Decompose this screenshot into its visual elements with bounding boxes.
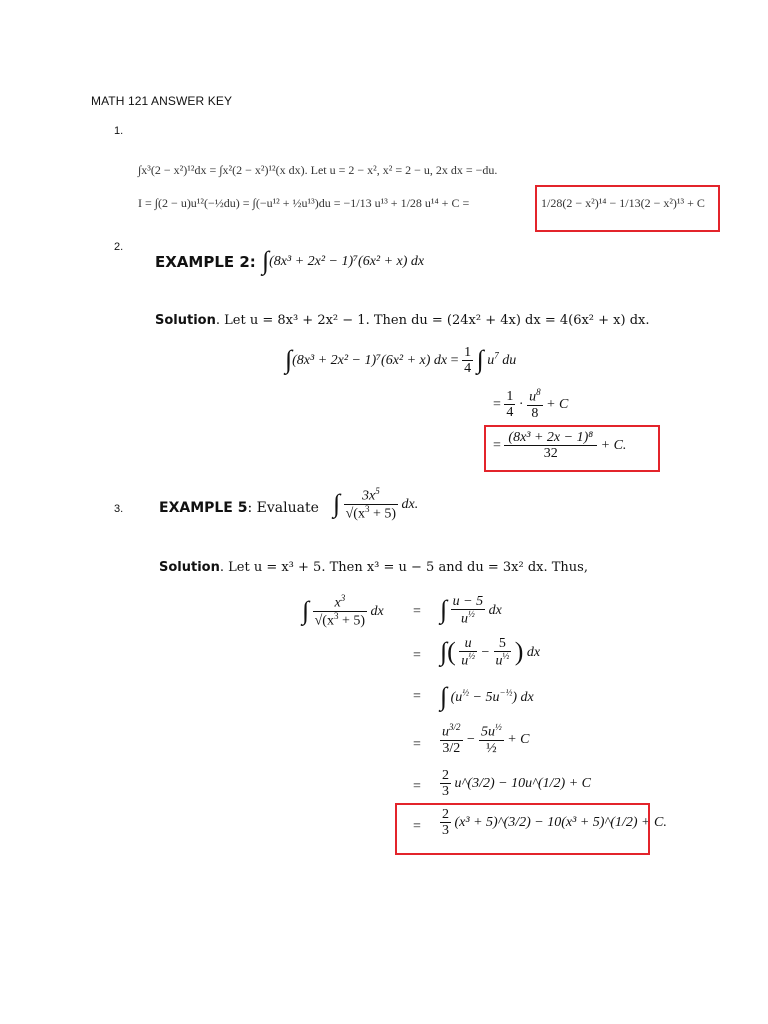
equals-sign: = <box>413 648 421 663</box>
problem-number-3: 3. <box>114 503 124 515</box>
solution-3-text <box>159 559 588 575</box>
solution-2-step2: = $\frac{1}{4}$ · $\frac{u^8}{8}$ + C <box>493 387 569 422</box>
equals-sign: = <box>413 779 421 794</box>
equals-sign: = <box>413 819 421 834</box>
solution-2-step1: ∫(8x³ + 2x² − 1)⁷(6x² + x) dx = $\frac{1}{4}$ ∫ $u^7$ du <box>285 345 517 377</box>
example-label: EXAMPLE 5 <box>159 500 248 516</box>
solution-3-step2: ∫( $\frac{u}{u^{\frac{1}{2}}}$ − $\frac{5}{u^{\frac{1}{2}}}$ ) dx <box>440 636 541 670</box>
solution-2-text <box>155 312 650 328</box>
problem1-line1: ∫x³(2 − x²)¹²dx = ∫x²(2 − x²)¹²(x dx). Let u = 2 − x², x² = 2 − u, 2x dx = −du. <box>138 163 498 177</box>
step5-body: u^(3/2) − 10u^(1/2) + C <box>454 776 591 792</box>
solution-3-step1: ∫ $\frac{u - 5}{u^{\frac{1}{2}}}$ dx <box>440 594 502 628</box>
answer-highlight-box-3 <box>395 803 650 855</box>
example-2-label <box>155 253 256 271</box>
solution-3-step0-lhs: ∫ $\frac{x^3}{√(x^3 + 5)}$ dx <box>302 593 384 629</box>
example-5-label: EXAMPLE 5: Evaluate <box>159 500 319 516</box>
problem-number-2: 2. <box>114 241 124 253</box>
solution-label: Solution <box>159 560 220 575</box>
example-label: EXAMPLE 2: <box>155 253 256 271</box>
answer-highlight-box-1 <box>535 185 720 232</box>
evaluate-word: Evaluate <box>256 500 319 516</box>
integrand: (8x³ + 2x² − 1)⁷(6x² + x) dx <box>269 254 425 269</box>
solution-3-step4: $\frac{u^{3/2}}{3/2}$ − $\frac{5u^{\frac{1}{2}}}{\text{½}}$ + C <box>442 722 530 757</box>
page-title: MATH 121 ANSWER KEY <box>91 94 233 108</box>
example-2-integral: ∫(8x³ + 2x² − 1)⁷(6x² + x) dx <box>262 246 425 275</box>
equals-sign: = <box>413 737 421 752</box>
problem1-answer: 1/28(2 − x²)¹⁴ − 1/13(2 − x²)¹³ + C <box>541 196 705 210</box>
solution-label: Solution <box>155 313 216 328</box>
answer-denominator: 32 <box>543 446 558 462</box>
problem1-line2: I = ∫(2 − u)u¹²(−½du) = ∫(−u¹² + ½u¹³)du = −1/13 u¹³ + 1/28 u¹⁴ + C = <box>138 196 470 210</box>
solution-2-answer: = $\frac{\text{(8x³ + 2x − 1)⁸}}{32}$ + C. <box>493 430 627 462</box>
step1-lhs: (8x³ + 2x² − 1)⁷(6x² + x) dx <box>292 353 448 369</box>
solution-3-step5: $\frac{2}{3}$ u^(3/2) − 10u^(1/2) + C <box>442 768 591 800</box>
step2-tail: + C <box>546 396 569 412</box>
solution-3-answer: $\frac{2}{3}$ (x³ + 5)^(3/2) − 10(x³ + 5)^(1/2) + C. <box>442 807 667 839</box>
answer-tail: + C. <box>600 438 627 454</box>
answer-highlight-box-2 <box>484 425 660 472</box>
solution-body: . Let u = x³ + 5. Then x³ = u − 5 and du = 3x² dx. Thus, <box>219 560 588 575</box>
example-5-integral: ∫ $\frac{3x^5}{√(x^3 + 5)}$ dx. <box>333 486 419 522</box>
equals-sign: = <box>413 689 421 704</box>
answer-body: (x³ + 5)^(3/2) − 10(x³ + 5)^(1/2) + C. <box>454 815 667 831</box>
answer-numerator: (8x³ + 2x − 1)⁸ <box>504 430 597 446</box>
equals-sign: = <box>413 604 421 619</box>
problem-number-1: 1. <box>114 125 124 137</box>
solution-3-step3: ∫ $(u^{\frac{1}{2}} - 5u^{-\frac{1}{2}})$ dx <box>440 682 534 711</box>
solution-body: . Let u = 8x³ + 2x² − 1. Then du = (24x² + 4x) dx = 4(6x² + x) dx. <box>215 313 650 328</box>
